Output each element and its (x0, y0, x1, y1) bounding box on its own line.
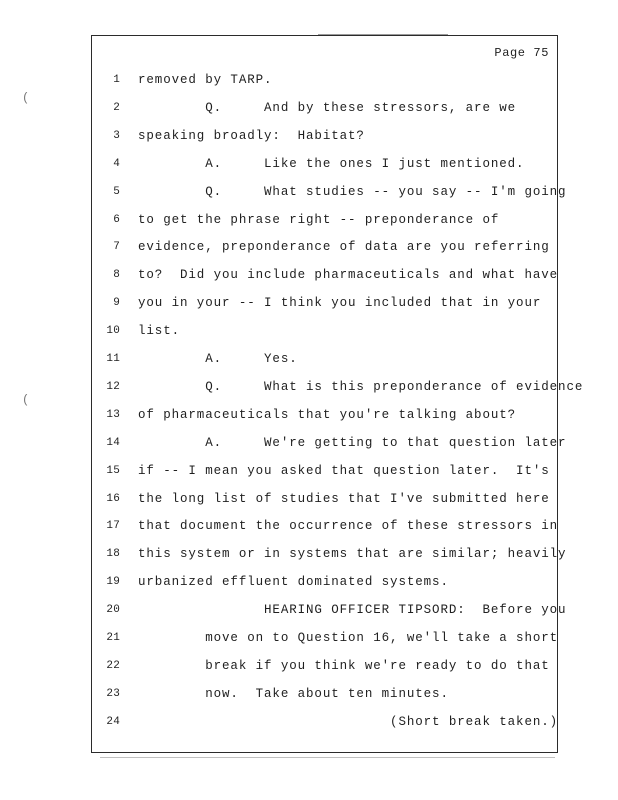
transcript-line (92, 517, 557, 535)
left-margin-mark-middle: ( (22, 393, 30, 407)
line-number: 2 (113, 101, 120, 114)
line-text: the long list of studies that I've submitted here (138, 491, 550, 506)
transcript-line (92, 462, 557, 480)
line-text: evidence, preponderance of data are you referring (138, 240, 550, 255)
line-text: move on to Question 16, we'll take a short (138, 631, 559, 645)
line-number: 3 (113, 129, 120, 142)
page-number: Page 75 (494, 46, 549, 60)
transcript-line (92, 99, 557, 117)
transcript-line (92, 127, 557, 145)
line-number: 18 (106, 548, 120, 561)
line-number: 1 (113, 74, 120, 86)
line-text: Q. What studies -- you say -- I'm going (138, 184, 567, 199)
line-number: 9 (113, 297, 120, 310)
line-number: 22 (106, 659, 120, 672)
line-text: Q. What is this preponderance of evidence (138, 379, 584, 394)
line-text: to? Did you include pharmaceuticals and what have (138, 268, 559, 283)
line-number: 15 (106, 464, 120, 477)
line-text: urbanized effluent dominated systems. (138, 575, 449, 590)
line-text: of pharmaceuticals that you're talking about? (138, 407, 517, 422)
line-number: 19 (106, 576, 120, 589)
transcript-line (92, 71, 557, 89)
line-number: 5 (113, 185, 120, 198)
transcript-line (92, 322, 557, 340)
line-number: 13 (106, 408, 120, 421)
line-number: 11 (106, 353, 120, 365)
line-number: 8 (113, 269, 120, 282)
line-number: 21 (106, 632, 120, 644)
line-number: 24 (106, 715, 120, 728)
line-number: 12 (106, 380, 120, 393)
line-text: A. We're getting to that question later (138, 435, 567, 450)
line-number: 14 (106, 436, 120, 449)
left-margin-mark-top: ( (22, 91, 30, 105)
line-text: you in your -- I think you included that in your (138, 296, 542, 311)
line-number: 7 (113, 241, 120, 254)
line-number: 4 (113, 157, 120, 170)
line-number: 10 (106, 325, 120, 338)
transcript-line (92, 685, 557, 703)
line-text: A. Yes. (138, 352, 298, 366)
transcript-line (92, 211, 557, 229)
transcript-line (92, 490, 557, 508)
transcript-line (92, 406, 557, 424)
transcript-line (92, 183, 567, 201)
line-text: A. Like the ones I just mentioned. (138, 156, 525, 171)
line-number: 16 (106, 492, 120, 505)
line-text: now. Take about ten minutes. (138, 686, 449, 701)
line-text: this system or in systems that are similar; heavily (138, 547, 567, 562)
line-text: to get the phrase right -- preponderance of (138, 212, 500, 227)
line-text: Q. And by these stressors, are we (138, 100, 517, 115)
transcript-line (92, 378, 584, 396)
line-text: HEARING OFFICER TIPSORD: Before you (138, 603, 567, 618)
transcript-line (92, 294, 557, 312)
line-number: 23 (106, 687, 120, 700)
transcript-line (92, 657, 557, 675)
line-text: that document the occurrence of these stressors in (138, 519, 559, 534)
line-text: removed by TARP. (138, 73, 273, 87)
line-text: list. (138, 324, 181, 339)
transcript-line (92, 545, 567, 563)
bottom-scan-rule (100, 757, 555, 758)
transcript-frame (91, 35, 584, 753)
transcript-line (92, 155, 557, 173)
line-number: 20 (106, 604, 120, 617)
line-text: break if you think we're ready to do that (138, 658, 550, 673)
transcript-line (92, 434, 567, 452)
line-text: if -- I mean you asked that question later. It's (138, 463, 550, 478)
transcript-line (92, 266, 557, 284)
transcript-line (92, 238, 557, 256)
transcript-line (92, 601, 567, 619)
transcript-line (92, 713, 557, 731)
line-text: speaking broadly: Habitat? (138, 128, 365, 143)
transcript-line (92, 350, 557, 368)
line-number: 6 (113, 213, 120, 226)
line-text: (Short break taken.) (138, 714, 559, 729)
line-number: 17 (106, 520, 120, 533)
transcript-line (92, 573, 557, 591)
transcript-line (92, 629, 557, 647)
